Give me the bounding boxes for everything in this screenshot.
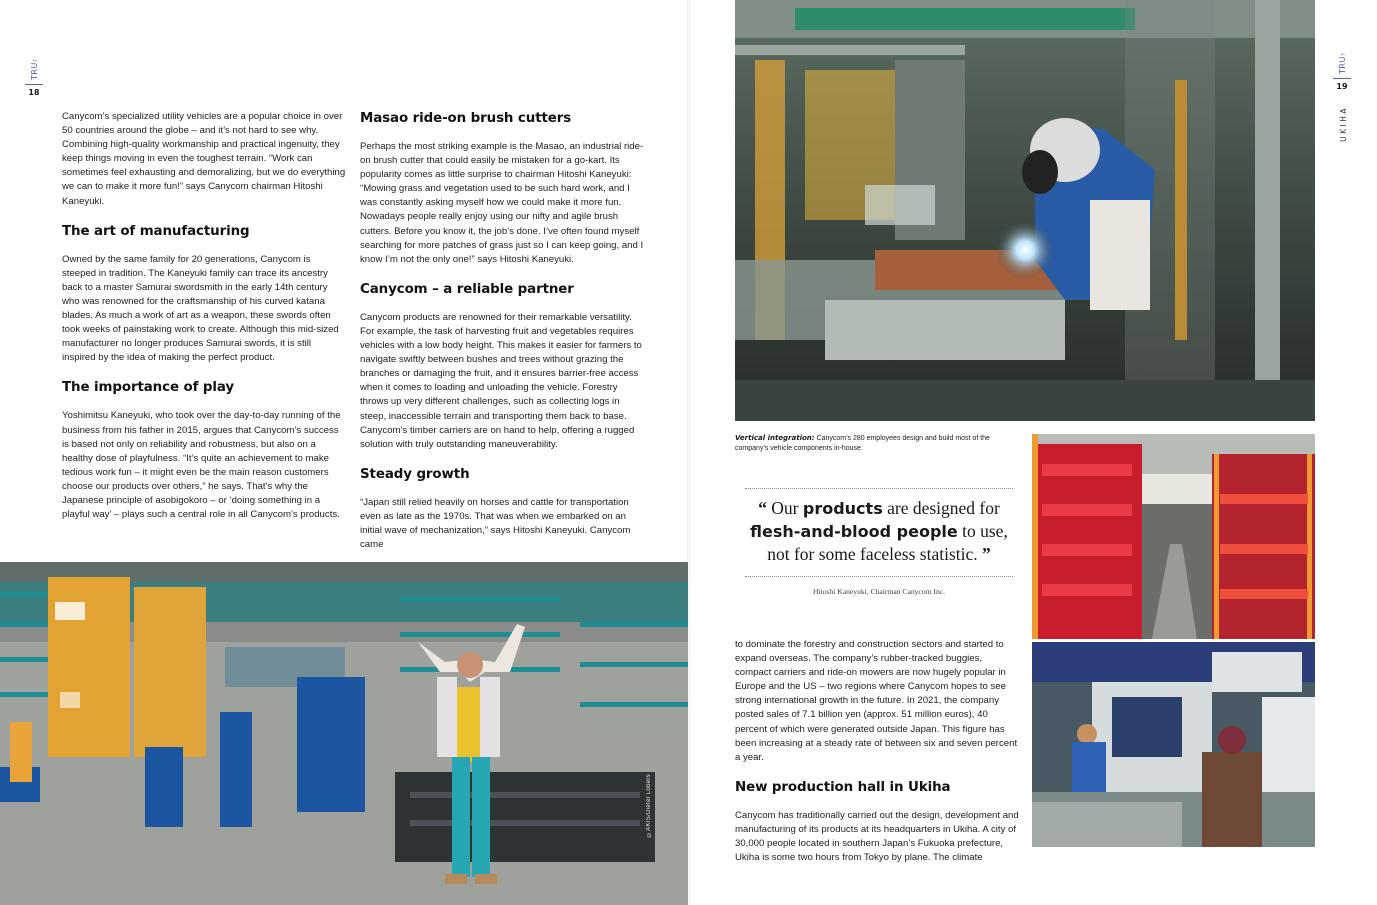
article-column-3 [735, 638, 1021, 879]
photo-credit: ©AKIS/Dieter Lobers [646, 774, 652, 838]
folio-right [1331, 52, 1353, 91]
heading-masao: Masao ride-on brush cutters [360, 111, 572, 126]
heading-steady-growth: Steady growth [360, 466, 470, 482]
article-column-2 [360, 110, 646, 566]
section-label: UKIHA [1339, 106, 1348, 142]
quote-part: are designed for [882, 498, 1000, 518]
paragraph: Yoshimitsu Kaneyuki, who took over the day-to-day running of the business from his father in 2015, argues that Canycom’s success is based not only on reliability and robustness, but also on a healthy dose of playfulness. “It’s quite an achievement to make tedious work fun – it might even be the main reason customers choose our products over others,” he says. That’s why the Japanese principle of asobigokoro – or ‘doing something in a playful way’ – plays such a central role in all Canycom’s products. [62, 410, 341, 521]
quote-part: Our [766, 498, 803, 518]
magazine-logo: TRU₇ [29, 58, 39, 80]
paragraph: Perhaps the most striking example is the Masao, an industrial ride-on brush cutter that could easily be mistaken for a go-kart. Its popularity comes as little surprise to chairman Hitoshi Kaneyuki: “Mowing grass and vegetation used to be such hard work, and I was constantly asking myself how we could make it more fun. Nowadays people really enjoy using our nifty and agile brush cutters. Before you know it, the job’s done. I’ve often found myself searching for more patches of grass just so I can keep going, and I know I’m not the only one!” says Hitoshi Kaneyuki. [360, 141, 644, 265]
page-number: 19 [1336, 82, 1348, 91]
quote-attribution: Hitoshi Kaneyuki, Chairman Canycom Inc. [812, 587, 946, 596]
photo-welder [735, 0, 1315, 421]
intro-paragraph: Canycom’s specialized utility vehicles are a popular choice in over 50 countries around the globe – and it’s not hard to see why. Combining high-quality workmanship and practical ingenuity, they keep things moving in even the toughest terrain. “Work can sometimes feel exhausting and demoralizing, but we do everything we can to make it more fun!” says Canycom chairman Hitoshi Kaneyuki. [62, 111, 346, 207]
pull-quote [745, 488, 1013, 596]
page-number: 18 [28, 88, 40, 97]
magazine-logo: TRU₇ [1337, 52, 1347, 74]
photo-machine-operators [1032, 642, 1315, 847]
folio-rule [1333, 78, 1351, 79]
photo-warehouse-chairman [0, 562, 688, 905]
paragraph: “Japan still relied heavily on horses and cattle for transportation even as late as the 1970s. That was when we embarked on an initial wave of mechanization,” says Hitoshi Kaneyuki. Canycom came [360, 496, 631, 551]
quote-part: to use, not for some faceless statistic. [767, 521, 1008, 564]
paragraph: to dominate the forestry and construction sectors and started to expand overseas. The company’s rubber-tracked buggies, compact carriers and ride-on mowers are now hugely popular in Europe and the US – two regions where Canycom hopes to see strong international growth in the future. In 2021, the company posted sales of 7.1 billion yen (approx. 51 million euros), 40 percent of which were generated outside Japan. This figure has been increasing at a steady rate of between six and seven percent a year. [735, 639, 1018, 763]
quote-emphasis: products [802, 499, 883, 518]
heading-importance-of-play: The importance of play [62, 380, 235, 396]
folio-rule [25, 84, 43, 85]
quote-open-mark: “ [758, 498, 767, 518]
quote-emphasis: flesh-and-blood people [750, 522, 958, 541]
heading-new-production-hall: New production hall in Ukiha [735, 779, 951, 795]
paragraph: Canycom products are renowned for their remarkable versatility. For example, the task of harvesting fruit and vegetables requires vehicles with a low body height. This makes it easier for farmers to navigate swiftly between bushes and trees without grazing the branches or damaging the fruit, and it ensures barrier-free access when it comes to loading and unloading the vehicle. Forestry throws up very different challenges, such as collecting logs in steep, inaccessible terrain and transporting them back to base. Canycom’s timber carriers are on hand to help, offering a rugged solution with truly outstanding maneuverability. [360, 311, 642, 450]
article-column-1 [62, 110, 346, 536]
quote-text [745, 489, 1013, 576]
heading-reliable-partner: Canycom – a reliable partner [360, 281, 574, 297]
photo-red-parts-racks [1032, 434, 1315, 639]
photo-caption [735, 433, 1015, 454]
folio-left [23, 58, 45, 97]
paragraph: Owned by the same family for 20 generations, Canycom is steeped in tradition. The Kaneyuki family can trace its ancestry back to a master Samurai swordsmith in the early 14th century who was renowned for the craftsmanship of his curved katana blades. As much a work of art as a weapon, these swords often took weeks of painstaking work to create. Although this mid-sized manufacturer no longer produces Samurai swords, it is still inspired by the idea of making the perfect product. [62, 253, 339, 364]
quote-close-mark: ” [982, 544, 991, 564]
caption-label: Vertical integration: [735, 434, 815, 442]
paragraph: Canycom has traditionally carried out the design, development and manufacturing of its products at its headquarters in Ukiha. A city of 30,000 people located in southern Japan’s Fukuoka prefecture, Ukiha is some two hours from Tokyo by plane. The climate [735, 809, 1019, 864]
quote-rule-bottom [745, 576, 1013, 577]
caption-text: Canycom’s 280 employees design and build most of the company’s vehicle components in-house. [735, 435, 990, 452]
heading-art-of-manufacturing: The art of manufacturing [62, 223, 250, 239]
